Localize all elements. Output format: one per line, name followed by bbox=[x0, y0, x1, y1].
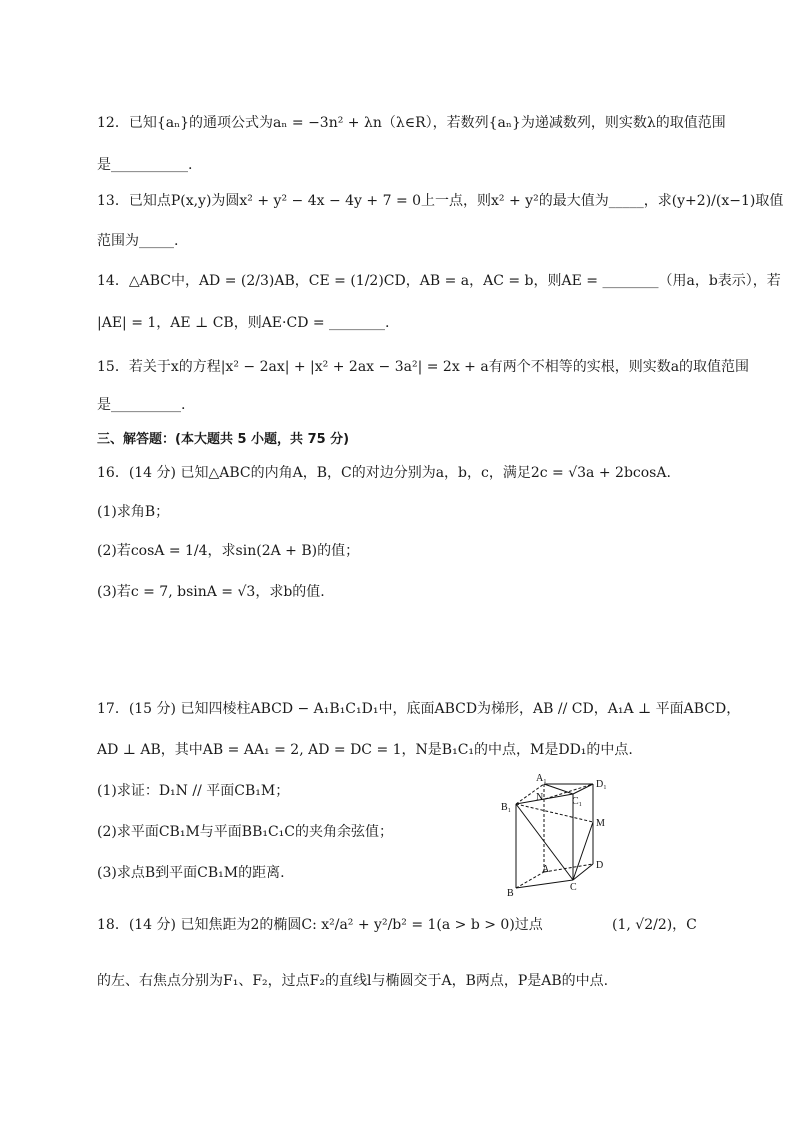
q13-line1: 13．已知点P(x,y)为圆x² + y² − 4x − 4y + 7 = 0上一点，则x² + y²的最大值为_____，求(y+2)/(x−1)取值 bbox=[97, 193, 784, 209]
q12-line2: 是___________. bbox=[97, 157, 193, 173]
label-N: N bbox=[536, 792, 544, 803]
q17-stem1: 17．(15 分) 已知四棱柱ABCD − A₁B₁C₁D₁中，底面ABCD为梯形，AB // CD，A₁A ⊥ 平面ABCD， bbox=[97, 701, 741, 717]
q16-stem: 16．(14 分) 已知△ABC的内角A，B，C的对边分别为a，b，c，满足2c = √3a + 2bcosA. bbox=[97, 465, 671, 481]
label-D: D bbox=[596, 860, 604, 871]
prism-figure bbox=[498, 768, 610, 898]
q17-part1: (1)求证：D₁N // 平面CB₁M； bbox=[97, 783, 290, 799]
q18-point: (1, √2/2)，C bbox=[612, 917, 697, 933]
q17-part2: (2)求平面CB₁M与平面BB₁C₁C的夹角余弦值； bbox=[97, 824, 394, 840]
label-A1: A₁ bbox=[536, 773, 547, 784]
section-title: 三、解答题：(本大题共 5 小题，共 75 分) bbox=[97, 432, 350, 447]
q18-line1: 18．(14 分) 已知焦距为2的椭圆C: x²/a² + y²/b² = 1(a > b > 0)过点 bbox=[97, 917, 543, 933]
label-D1: D₁ bbox=[596, 779, 607, 790]
label-C: C bbox=[570, 882, 577, 893]
q15-line2: 是__________. bbox=[97, 397, 186, 413]
q16-part3: (3)若c = 7, bsinA = √3，求b的值. bbox=[97, 584, 325, 600]
q18-line2: 的左、右焦点分别为F₁、F₂，过点F₂的直线l与椭圆交于A，B两点，P是AB的中点. bbox=[97, 973, 609, 989]
label-C1: C₁ bbox=[572, 796, 583, 807]
q14-line2: |AE| = 1，AE ⊥ CB，则AE·CD = ________. bbox=[97, 315, 390, 331]
q13-line2: 范围为_____. bbox=[97, 233, 179, 249]
q15-line1: 15．若关于x的方程|x² − 2ax| + |x² + 2ax − 3a²| = 2x + a有两个不相等的实根，则实数a的取值范围 bbox=[97, 359, 750, 375]
q17-stem2: AD ⊥ AB，其中AB = AA₁ = 2, AD = DC = 1，N是B₁C₁的中点，M是DD₁的中点. bbox=[97, 742, 633, 758]
label-B1: B₁ bbox=[501, 802, 512, 813]
label-A: A bbox=[542, 864, 550, 875]
q16-part2: (2)若cosA = 1/4，求sin(2A + B)的值； bbox=[97, 543, 360, 559]
label-B: B bbox=[507, 888, 514, 898]
q17-part3: (3)求点B到平面CB₁M的距离. bbox=[97, 865, 285, 881]
q12-line1: 12．已知{aₙ}的通项公式为aₙ = −3n² + λn（λ∈R），若数列{aₙ}为递减数列，则实数λ的取值范围 bbox=[97, 115, 726, 131]
q16-part1: (1)求角B； bbox=[97, 504, 170, 520]
label-M: M bbox=[596, 818, 605, 829]
q14-line1: 14．△ABC中，AD = (2/3)AB，CE = (1/2)CD，AB = a，AC = b，则AE = ________（用a，b表示），若 bbox=[97, 273, 781, 289]
